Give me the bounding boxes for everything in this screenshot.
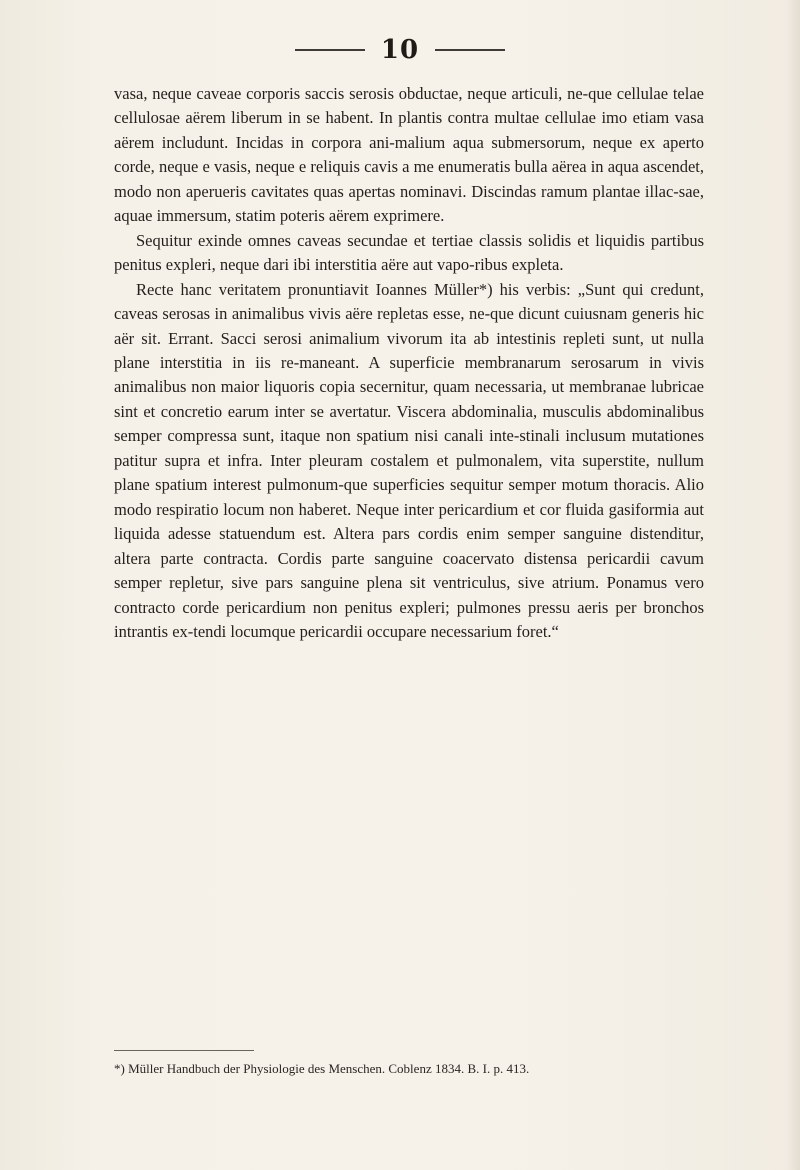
page-header: [0, 30, 800, 70]
footnote-divider: [114, 1050, 254, 1051]
header-rule-left: [295, 49, 365, 51]
header-rule-right: [435, 49, 505, 51]
page-number: 10: [380, 35, 420, 65]
footnote: *) Müller Handbuch der Physiologie des Menschen. Coblenz 1834. B. I. p. 413.: [114, 1061, 530, 1076]
paragraph-3: Recte hanc veritatem pronuntiavit Ioannes Müller*) his verbis: „Sunt qui credunt, caveas serosas in animalibus vivis aëre repletas esse, ne-que dicunt cuiusnam generis hic aër sit. Errant. Sacci serosi animalium vivorum ita ab intestinis repleti sunt, ut nulla plane interstitia in iis re-maneant. A superficie membranarum serosarum in vivis animalibus non maior liquoris copia secernitur, quam necessaria, ut membranae lubricae sint et concretio earum inter se avertatur. Viscera abdominalia, musculis abdominalibus semper compressa sunt, itaque non spatium nisi canali inte-stinali inclusum mutationes patitur supra et infra. Inter pleuram costalem et pulmonalem, vita superstite, nullum plane spatium interest pulmonum-que superficies sequitur semper motum thoracis. Alio modo respiratio locum non haberet. Neque inter pericardium et cor fluida gasiformia aut liquida adesse statuendum est. Altera pars cordis enim semper sanguine distenditur, altera parte contracta. Cordis parte sanguine coacervato distensa pericardii cavum semper repletur, sive pars sanguine plena sit ventriculus, sive atrium. Ponamus vero contracto corde pericardium non penitus expleri; pulmones pressu aeris per bronchos intrantis ex-tendi locumque pericardii occupare necessarium foret.“: [114, 279, 704, 641]
main-text: [114, 82, 704, 644]
page-edge-shadow: [786, 0, 800, 1170]
paragraph-2: Sequitur exinde omnes caveas secundae et tertiae classis solidis et liquidis partibus penitus expleri, neque dari ibi interstitia aëre aut vapo-ribus expleta.: [114, 230, 704, 275]
paragraph-1: vasa, neque caveae corporis saccis serosis obductae, neque articuli, ne-que cellulae telae cellulosae aërem liberum in se habent. In plantis contra multae cellulae imo etiam vasa aërem includunt. Incidas in corpora ani-malium aqua submersorum, neque ex aperto corde, neque e vasis, neque e reliquis cavis a me enumeratis bulla aërea in aqua ascendet, modo non aperueris cavitates quas apertas nominavi. Discindas ramum plantae illac-sae, aquae immersum, statim poteris aërem exprimere.: [114, 84, 704, 226]
